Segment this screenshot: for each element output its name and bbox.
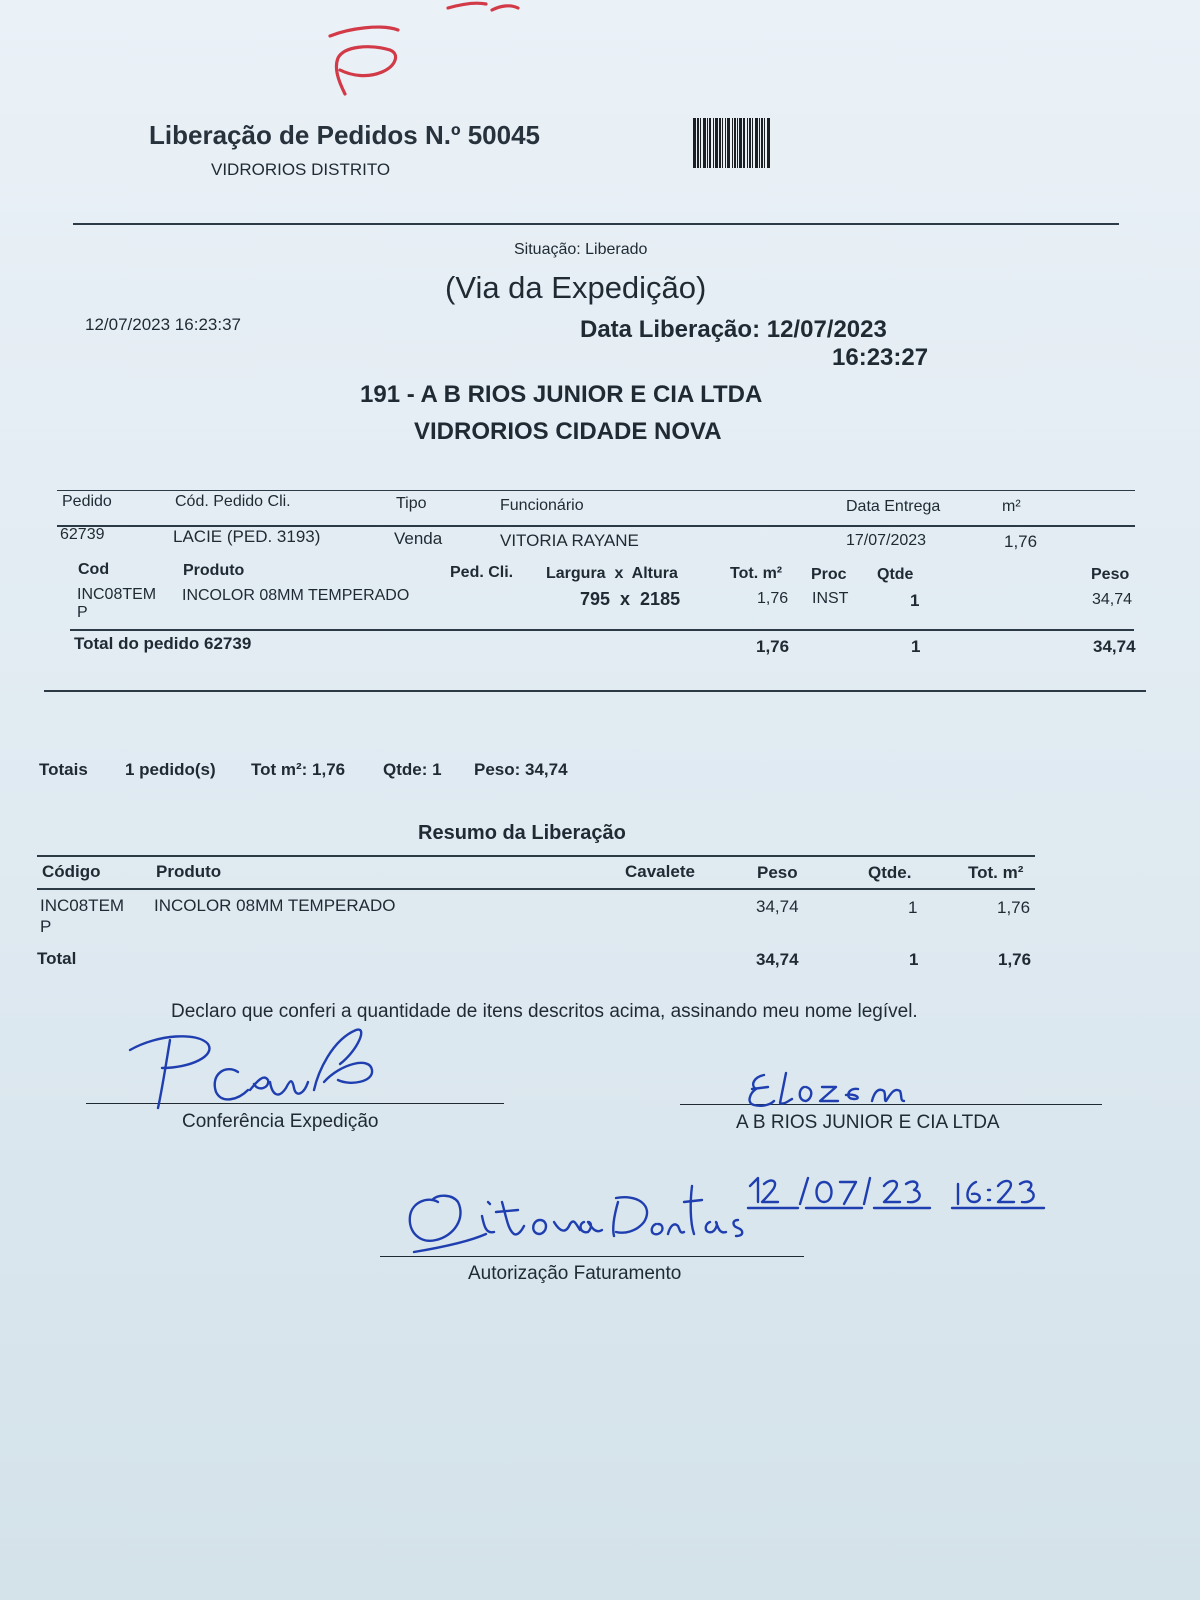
header-divider — [73, 223, 1119, 225]
barcode-bar — [767, 118, 770, 168]
col-header-data-entrega: Data Entrega — [846, 498, 941, 515]
resumo-peso: 34,74 — [756, 897, 799, 916]
item-header-peso: Peso — [1091, 566, 1130, 583]
declaration-text: Declaro que conferi a quantidade de itens descritos acima, assinando meu nome legível. — [171, 1001, 918, 1022]
item-header-produto: Produto — [183, 562, 245, 579]
order-funcionario: VITORIA RAYANE — [500, 531, 639, 550]
status-label: Situação: Liberado — [514, 241, 648, 258]
resumo-header-tot-m2: Tot. m² — [968, 863, 1024, 882]
totais-qtde: Qtde: 1 — [383, 760, 442, 779]
resumo-header-cavalete: Cavalete — [625, 862, 695, 881]
printed-timestamp: 12/07/2023 16:23:37 — [85, 315, 241, 334]
handwritten-signature-conferencia — [118, 1020, 418, 1120]
col-header-m2: m² — [1002, 498, 1021, 515]
resumo-total-label: Total — [37, 949, 77, 968]
via-label: (Via da Expedição) — [445, 270, 707, 305]
handwritten-date — [744, 1172, 1064, 1222]
col-header-cod-cli: Cód. Pedido Cli. — [175, 493, 291, 510]
client-store: VIDRORIOS CIDADE NOVA — [414, 418, 722, 445]
resumo-total-peso: 34,74 — [756, 950, 799, 969]
resumo-codigo-line2: P — [40, 917, 52, 936]
conferencia-label: Conferência Expedição — [182, 1111, 379, 1132]
release-date: Data Liberação: 12/07/2023 — [580, 316, 887, 343]
resumo-tot-m2: 1,76 — [997, 898, 1031, 917]
red-pen-mark — [0, 0, 1200, 110]
totais-peso: Peso: 34,74 — [474, 760, 568, 779]
autorizacao-label: Autorização Faturamento — [468, 1263, 682, 1284]
item-proc: INST — [812, 590, 849, 607]
resumo-total-qtde: 1 — [909, 950, 919, 969]
resumo-total-tot-m2: 1,76 — [998, 950, 1032, 969]
item-header-tot-m2: Tot. m² — [730, 565, 783, 582]
item-header-ped-cli: Ped. Cli. — [450, 564, 514, 581]
item-header-proc: Proc — [811, 566, 847, 583]
client-name: 191 - A B RIOS JUNIOR E CIA LTDA — [360, 381, 763, 408]
resumo-produto: INCOLOR 08MM TEMPERADO — [154, 896, 396, 915]
col-header-tipo: Tipo — [396, 495, 427, 512]
barcode — [693, 118, 875, 168]
item-header-qtde: Qtde — [877, 566, 914, 583]
resumo-top-rule — [37, 855, 1035, 857]
item-qtde: 1 — [910, 591, 920, 610]
order-total-label: Total do pedido 62739 — [74, 634, 252, 653]
order-tipo: Venda — [394, 529, 443, 548]
resumo-header-rule — [37, 888, 1035, 890]
order-pedido: 62739 — [60, 526, 105, 543]
col-header-pedido: Pedido — [62, 493, 112, 510]
item-produto: INCOLOR 08MM TEMPERADO — [182, 587, 410, 604]
item-cod-line2: P — [77, 604, 88, 621]
order-total-peso: 34,74 — [1093, 637, 1136, 656]
item-cod-line1: INC08TEM — [77, 586, 157, 603]
order-section-bottom-rule — [44, 690, 1146, 692]
company-subtitle: VIDRORIOS DISTRITO — [211, 160, 391, 179]
totais-label: Totais — [39, 760, 88, 779]
resumo-header-codigo: Código — [42, 862, 101, 881]
order-total-rule — [70, 629, 1134, 631]
order-data-entrega: 17/07/2023 — [846, 532, 927, 549]
item-header-cod: Cod — [78, 561, 110, 578]
item-header-largura-altura: Largura x Altura — [546, 565, 678, 582]
order-total-qtde: 1 — [911, 637, 921, 656]
resumo-title: Resumo da Liberação — [418, 822, 626, 844]
handwritten-signature-cliente — [740, 1065, 940, 1125]
cliente-label: A B RIOS JUNIOR E CIA LTDA — [736, 1112, 1000, 1133]
item-tot-m2: 1,76 — [757, 590, 789, 607]
resumo-qtde: 1 — [908, 898, 918, 917]
document-title: Liberação de Pedidos N.º 50045 — [149, 120, 540, 150]
order-m2: 1,76 — [1004, 532, 1038, 551]
col-header-funcionario: Funcionário — [500, 497, 584, 514]
item-largura-altura: 795 x 2185 — [580, 589, 681, 609]
resumo-header-produto: Produto — [156, 862, 222, 881]
item-peso: 34,74 — [1092, 591, 1133, 608]
resumo-codigo-line1: INC08TEM — [40, 896, 125, 915]
order-cod-cli: LACIE (PED. 3193) — [173, 527, 321, 546]
resumo-header-peso: Peso — [757, 863, 798, 882]
totais-tot-m2: Tot m²: 1,76 — [251, 760, 346, 779]
release-time: 16:23:27 — [832, 344, 929, 371]
totais-pedidos: 1 pedido(s) — [125, 760, 216, 779]
order-table-top-rule — [57, 490, 1135, 491]
resumo-header-qtde: Qtde. — [868, 863, 912, 882]
order-total-m2: 1,76 — [756, 637, 790, 656]
